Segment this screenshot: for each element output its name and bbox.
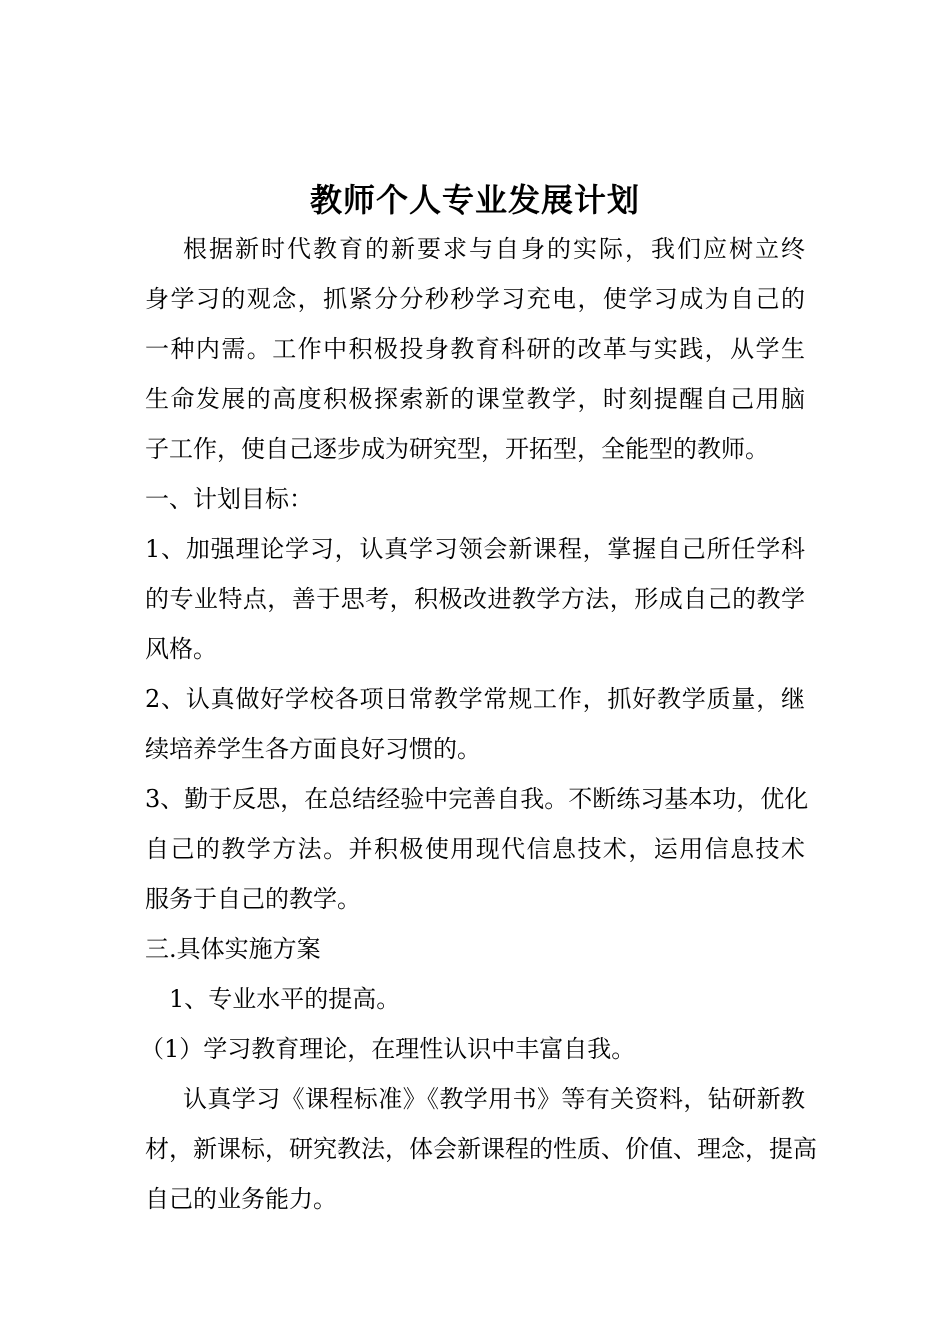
paragraph-line: 风格。 bbox=[145, 635, 217, 663]
paragraph-line: 2、认真做好学校各项日常教学常规工作，抓好教学质量，继 bbox=[145, 685, 805, 713]
paragraph-line: 子工作，使自己逐步成为研究型，开拓型，全能型的教师。 bbox=[145, 435, 769, 463]
paragraph-line: 服务于自己的教学。 bbox=[145, 885, 361, 913]
paragraph-line: 3、勤于反思，在总结经验中完善自我。不断练习基本功，优化 bbox=[145, 785, 809, 813]
paragraph-line: 生命发展的高度积极探索新的课堂教学，时刻提醒自己用脑 bbox=[145, 385, 805, 413]
paragraph-line: 的专业特点，善于思考，积极改进教学方法，形成自己的教学 bbox=[145, 585, 805, 613]
paragraph-line: 一种内需。工作中积极投身教育科研的改革与实践，从学生 bbox=[145, 335, 805, 363]
paragraph-line: 自己的业务能力。 bbox=[145, 1185, 337, 1213]
paragraph-line: 认真学习《课程标准》《教学用书》等有关资料，钻研新教 bbox=[183, 1085, 805, 1113]
document-title: 教师个人专业发展计划 bbox=[309, 181, 640, 219]
paragraph-line: 身学习的观念，抓紧分分秒秒学习充电，使学习成为自己的 bbox=[145, 285, 805, 313]
section-heading: 一、计划目标： bbox=[145, 485, 313, 513]
paragraph-line: 1、加强理论学习，认真学习领会新课程，掌握自己所任学科 bbox=[145, 535, 805, 563]
paragraph-line: 自己的教学方法。并积极使用现代信息技术，运用信息技术 bbox=[145, 835, 805, 863]
subsection-heading: （1）学习教育理论，在理性认识中丰富自我。 bbox=[140, 1035, 636, 1063]
section-heading: 三.具体实施方案 bbox=[145, 935, 321, 963]
paragraph-line: 材，新课标，研究教法，体会新课程的性质、价值、理念，提高 bbox=[145, 1135, 817, 1163]
paragraph-line: 根据新时代教育的新要求与自身的实际，我们应树立终 bbox=[183, 235, 805, 263]
paragraph-line: 续培养学生各方面良好习惯的。 bbox=[145, 735, 481, 763]
subsection-heading: 1、专业水平的提高。 bbox=[169, 985, 401, 1013]
